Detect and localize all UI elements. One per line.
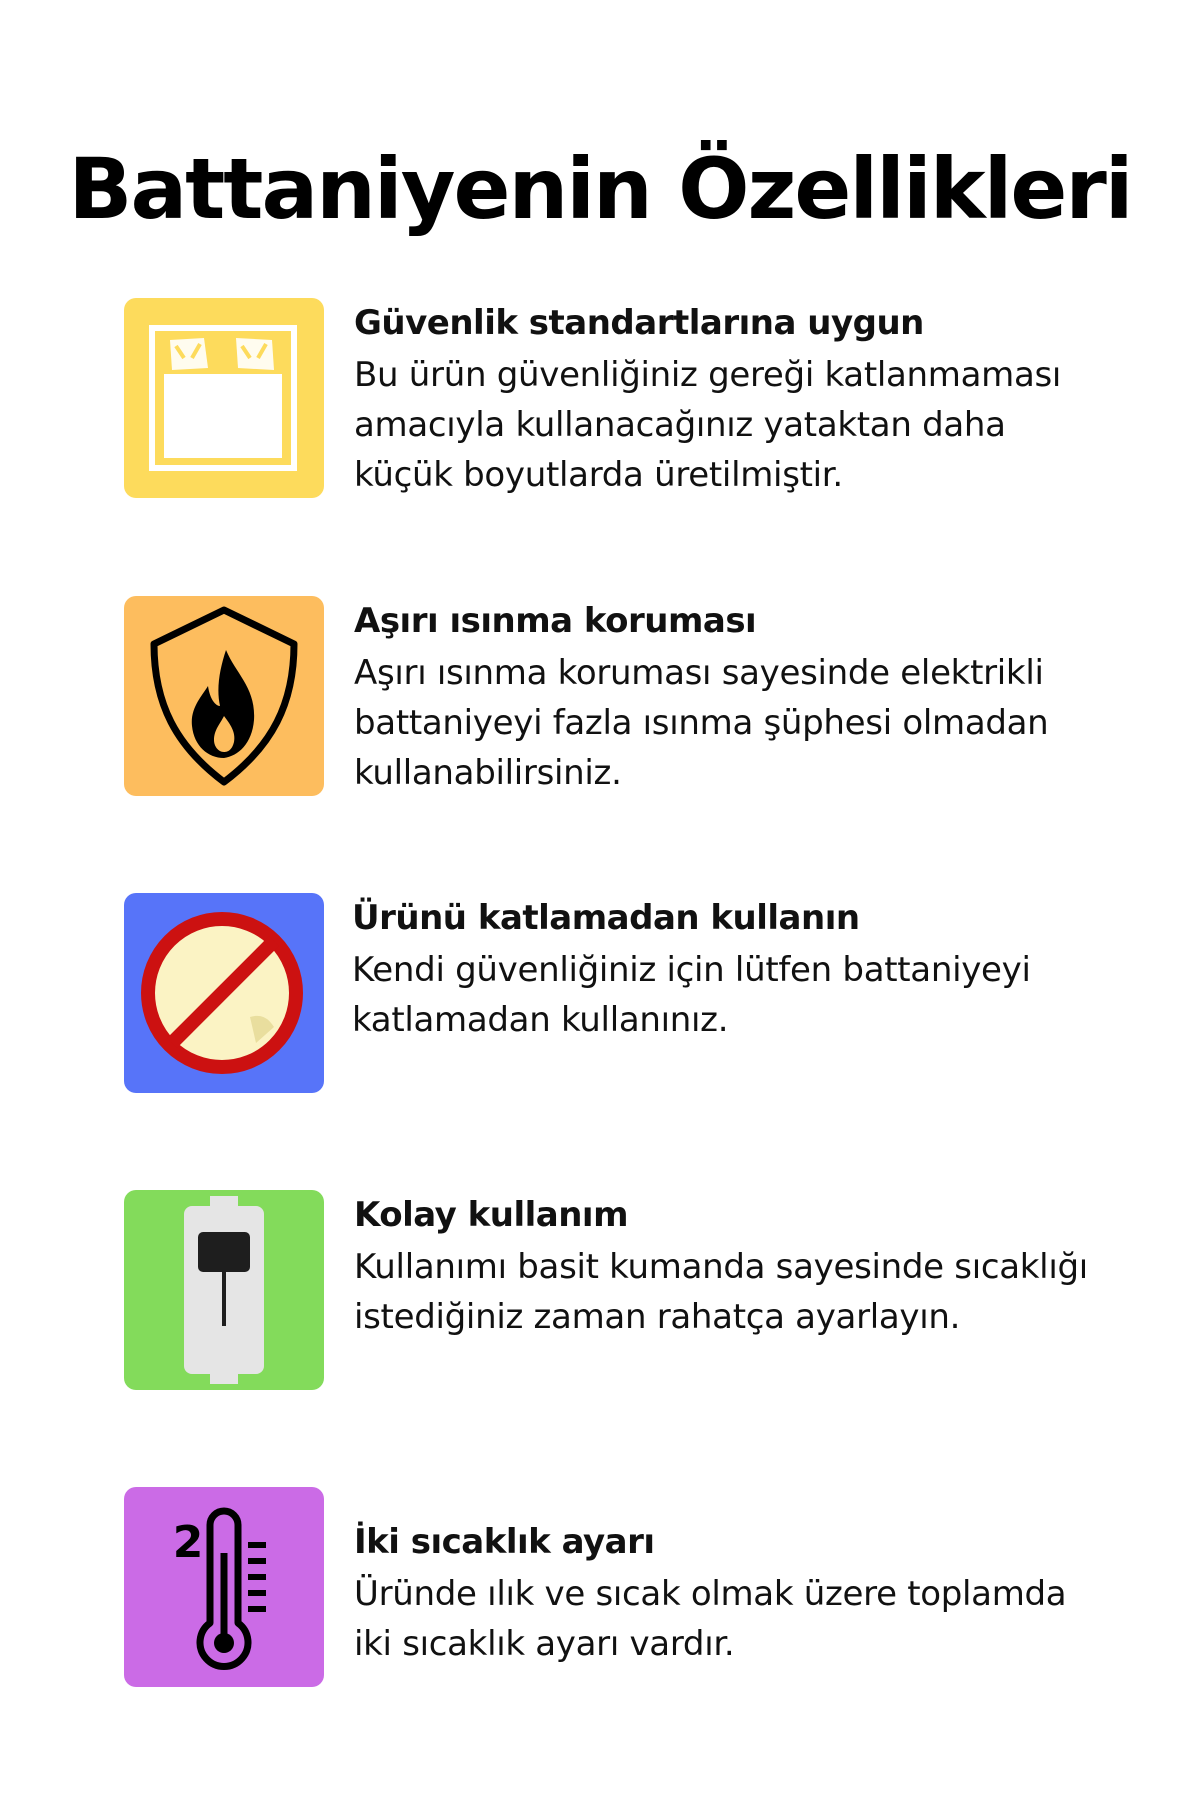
feature-icon-tile [124, 893, 324, 1093]
feature-text [354, 1521, 1114, 1669]
fire-shield-icon [124, 596, 324, 796]
feature-description: Kullanımı basit kumanda sayesinde sıcaklığı istediğiniz zaman rahatça ayarlayın. [354, 1247, 1088, 1337]
feature-description: Üründe ılık ve sıcak olmak üzere toplamda iki sıcaklık ayarı vardır. [354, 1574, 1067, 1664]
remote-control-icon [124, 1190, 324, 1390]
thermometer-number: 2 [172, 1517, 204, 1568]
feature-icon-tile [124, 298, 324, 498]
feature-overheat-protection [124, 596, 1104, 801]
feature-title: Ürünü katlamadan kullanın [352, 898, 860, 938]
feature-icon-tile [124, 1190, 324, 1390]
feature-two-temperature-settings [124, 1487, 1104, 1692]
no-fold-icon [124, 893, 324, 1093]
feature-safety-standards [124, 298, 1104, 503]
feature-description: Kendi güvenliğiniz için lütfen battaniyeyi katlamadan kullanınız. [352, 950, 1031, 1040]
feature-title: Güvenlik standartlarına uygun [354, 303, 924, 343]
feature-text [352, 897, 1112, 1045]
thermometer-icon [124, 1487, 324, 1687]
feature-title: İki sıcaklık ayarı [354, 1522, 655, 1562]
feature-text [354, 600, 1114, 798]
feature-easy-use [124, 1190, 1104, 1395]
feature-no-fold [124, 893, 1104, 1098]
feature-description: Aşırı ısınma koruması sayesinde elektrikli battaniyeyi fazla ısınma şüphesi olmadan kullanabilirsiniz. [354, 653, 1049, 793]
feature-title: Aşırı ısınma koruması [354, 601, 757, 641]
feature-icon-tile [124, 1487, 324, 1687]
feature-text [354, 1194, 1114, 1342]
feature-icon-tile [124, 596, 324, 796]
bed-icon [124, 298, 324, 498]
feature-text [354, 302, 1114, 500]
feature-title: Kolay kullanım [354, 1195, 629, 1235]
page-title: Battaniyenin Özellikleri [68, 140, 1132, 238]
feature-description: Bu ürün güvenliğiniz gereği katlanmaması amacıyla kullanacağınız yataktan daha küçük boyutlarda üretilmiştir. [354, 355, 1062, 495]
